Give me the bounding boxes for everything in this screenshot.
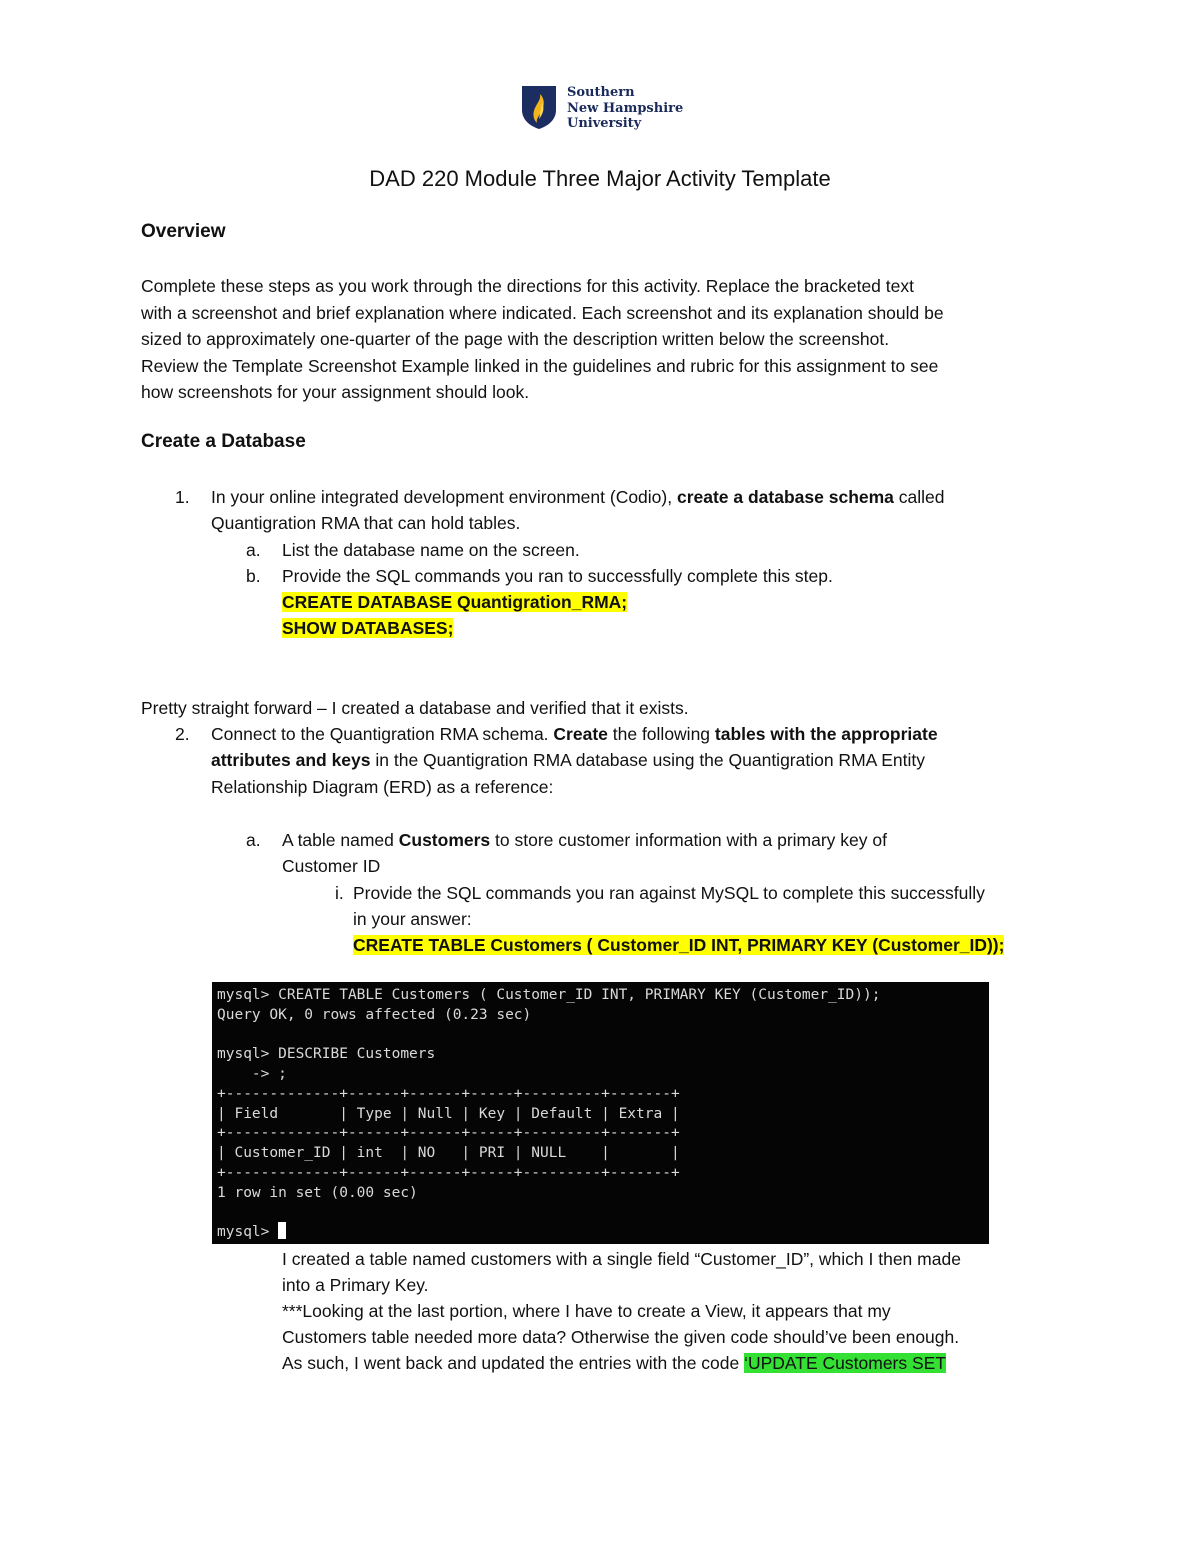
step2ai-label: i. [335, 883, 344, 903]
step1a-label: a. [246, 540, 261, 560]
overview-line: how screenshots for your assignment should look. [141, 382, 530, 402]
create-database-heading: Create a Database [141, 431, 306, 452]
terminal-line: Query OK, 0 rows affected (0.23 sec) [217, 1007, 532, 1023]
logo-text: Southern New Hampshire University [567, 85, 684, 131]
overview-line: with a screenshot and brief explanation where indicated. Each screenshot and its explanation should be [141, 302, 944, 323]
terminal-line: -> ; [217, 1066, 287, 1082]
step1b-text: Provide the SQL commands you ran to successfully complete this step. [282, 566, 833, 586]
step1b-label: b. [246, 566, 261, 586]
terminal-line: +-------------+------+------+-----+---------+-------+ [217, 1125, 680, 1141]
terminal-line: 1 row in set (0.00 sec) [217, 1185, 418, 1201]
step1a-text: List the database name on the screen. [282, 540, 580, 560]
overview-line: sized to approximately one-quarter of the page with the description written below the screenshot. [141, 329, 890, 349]
explanation-line: I created a table named customers with a single field “Customer_ID”, which I then made [282, 1249, 961, 1269]
overview-line: Complete these steps as you work through the directions for this activity. Replace the bracketed text [141, 276, 914, 296]
step2-line2: attributes and keys in the Quantigration RMA database using the Quantigration RMA Entity [211, 750, 925, 770]
terminal-line: | Customer_ID | int | NO | PRI | NULL | | [217, 1145, 680, 1161]
step2-number: 2. [175, 724, 190, 744]
terminal-prompt: mysql> [217, 1222, 286, 1243]
step2a-line1: A table named Customers to store customer information with a primary key of [282, 830, 887, 850]
step1-line1: In your online integrated development environment (Codio), create a database schema called [211, 487, 945, 507]
update-code-highlight: ‘UPDATE Customers SET [744, 1353, 947, 1373]
overview-paragraph [141, 273, 1071, 406]
explanation-line: into a Primary Key. [282, 1275, 429, 1295]
explanation-line: ***Looking at the last portion, where I have to create a View, it appears that my [282, 1301, 891, 1321]
step2-line3: Relationship Diagram (ERD) as a reference: [211, 777, 554, 797]
terminal-line: +-------------+------+------+-----+---------+-------+ [217, 1086, 680, 1102]
overview-heading: Overview [141, 221, 226, 242]
step2ai-line2: in your answer: [353, 909, 472, 929]
terminal-line: mysql> CREATE TABLE Customers ( Customer_ID INT, PRIMARY KEY (Customer_ID)); [217, 987, 881, 1003]
terminal-line: +-------------+------+------+-----+---------+-------+ [217, 1165, 680, 1181]
step1-line2: Quantigration RMA that can hold tables. [211, 513, 521, 533]
step1-note: Pretty straight forward – I created a database and verified that it exists. [141, 698, 689, 718]
sql-create-database: CREATE DATABASE Quantigration_RMA; [282, 592, 628, 612]
step2a-line2: Customer ID [282, 856, 381, 876]
sql-create-table: CREATE TABLE Customers ( Customer_ID INT, PRIMARY KEY (Customer_ID)); [353, 935, 1005, 955]
university-logo [520, 84, 700, 134]
flame-shield-icon [520, 84, 558, 130]
terminal-line: | Field | Type | Null | Key | Default | Extra | [217, 1106, 680, 1122]
page-title: DAD 220 Module Three Major Activity Template [369, 166, 831, 191]
overview-line: Review the Template Screenshot Example linked in the guidelines and rubric for this assignment to see [141, 355, 939, 376]
terminal-line: mysql> DESCRIBE Customers [217, 1046, 436, 1062]
explanation-line: Customers table needed more data? Otherwise the given code should’ve been enough. [282, 1327, 960, 1347]
step2a-label: a. [246, 830, 261, 850]
step2-line1: Connect to the Quantigration RMA schema. Create the following tables with the appropriate [211, 724, 938, 744]
mysql-terminal-screenshot [212, 982, 989, 1244]
explanation-line: As such, I went back and updated the entries with the code ‘UPDATE Customers SET [282, 1353, 947, 1373]
terminal-cursor [278, 1222, 286, 1239]
sql-show-databases: SHOW DATABASES; [282, 618, 454, 638]
step1-number: 1. [175, 487, 190, 507]
step2ai-line1: Provide the SQL commands you ran against MySQL to complete this successfully [353, 883, 985, 903]
